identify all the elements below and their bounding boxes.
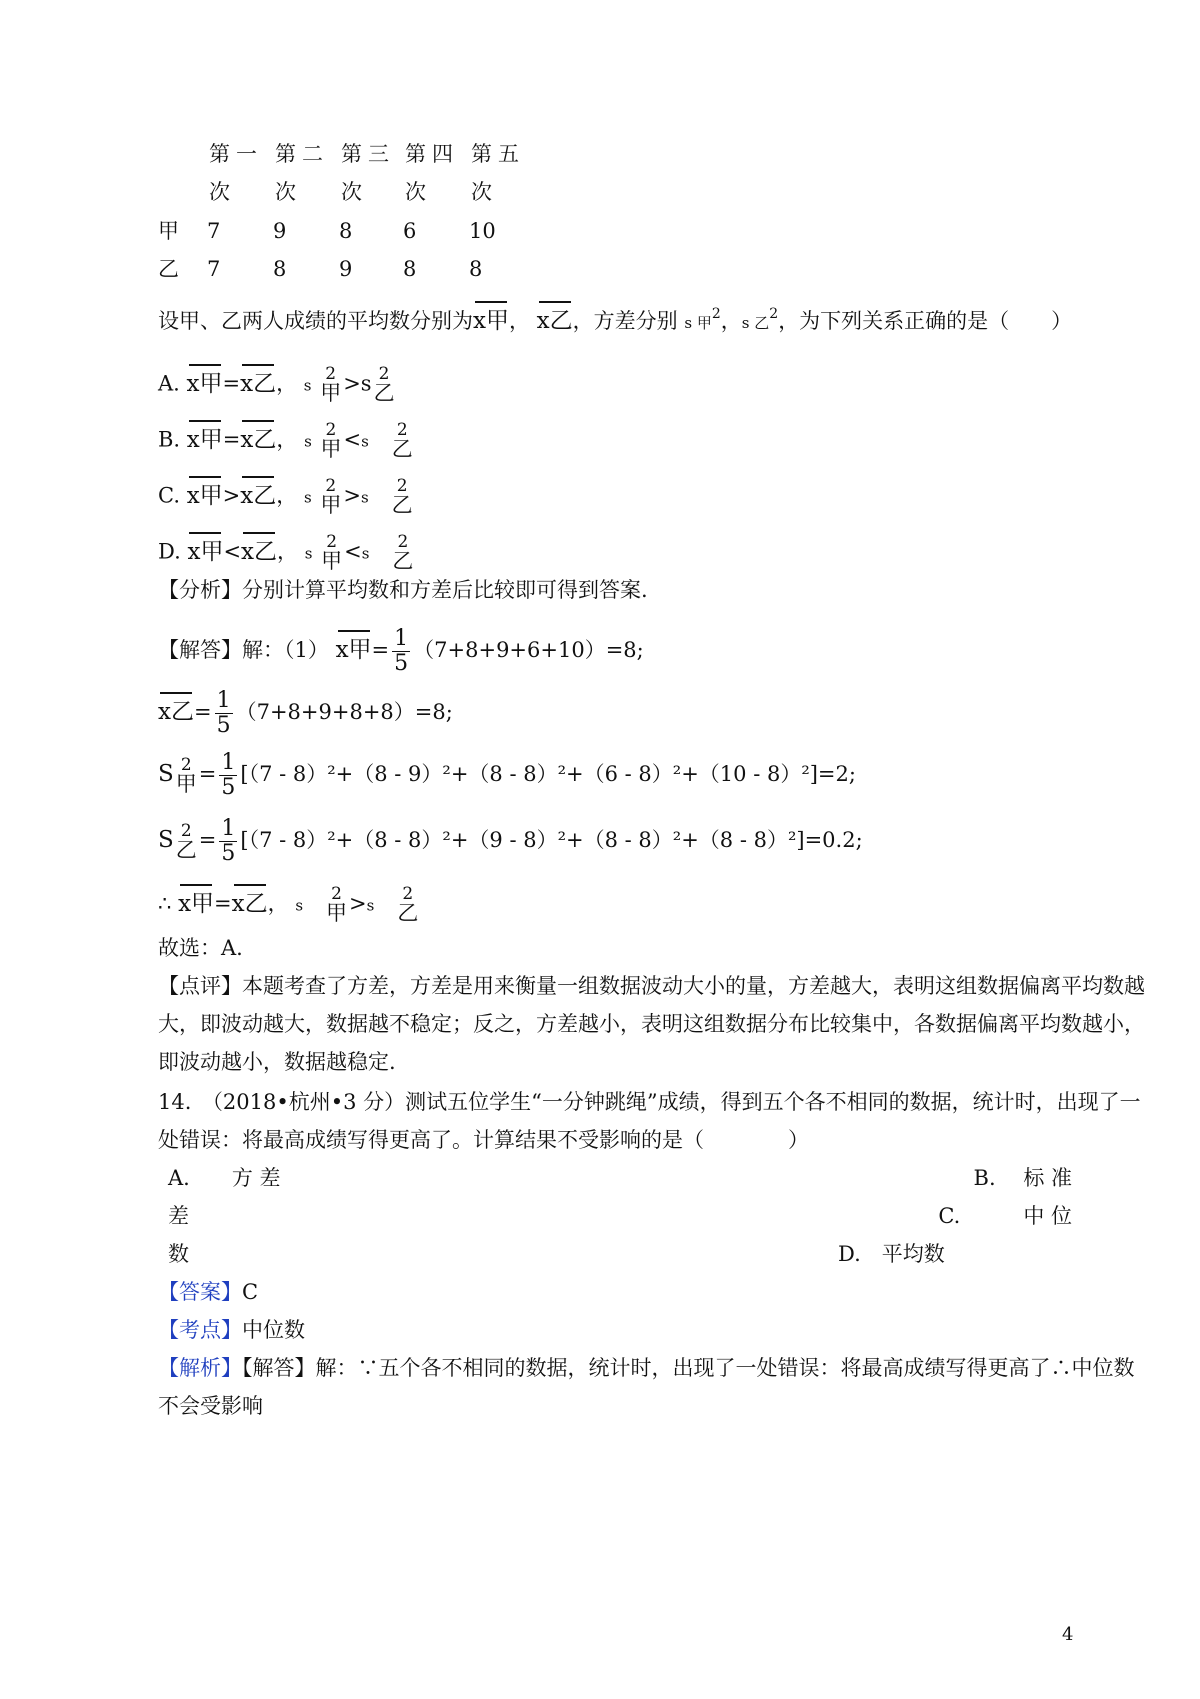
solution-var-yi: S 2 乙 = $\frac{1}{5}$ [（7 - 8）²+（8 - 8）²+（9 - 8）²+（8 - 8）²+（8 - 8）²]=0.2;	[158, 816, 863, 866]
mean-jia-symbol: x甲	[186, 370, 223, 397]
q14-stem: 处错误：将最高成绩写得更高了。计算结果不受影响的是（ ）	[158, 1128, 809, 1152]
row-label: 乙	[158, 257, 179, 281]
q14-point: 【考点】中位数	[158, 1318, 305, 1342]
mean-jia-symbol: x甲	[186, 482, 223, 509]
solution-conclusion: ∴ x甲=x乙， s 2 甲 >s 2 乙	[158, 884, 419, 925]
cell: 8	[339, 219, 353, 243]
cell: 9	[273, 219, 287, 243]
q14-answer: 【答案】C	[158, 1280, 259, 1304]
option-d: D. x甲<x乙， s 2 甲 <s 2 乙	[158, 532, 414, 573]
option-a: A. x甲=x乙， s 2 甲 >s 2 乙	[158, 364, 395, 405]
cell: 8	[469, 257, 483, 281]
cell: 8	[273, 257, 287, 281]
q14-option-c-cont: 数	[168, 1242, 189, 1266]
q14-option-d: D. 平均数	[838, 1242, 945, 1266]
q14-explain: 不会受影响	[158, 1394, 263, 1418]
cell: 9	[339, 257, 353, 281]
row-label: 甲	[158, 219, 179, 243]
var-jia-symbol: s 甲2	[684, 306, 721, 332]
header-cell: 次	[405, 180, 426, 204]
option-b: B. x甲=x乙， s 2 甲 <s 2 乙	[158, 420, 413, 461]
header-cell: 次	[341, 180, 362, 204]
mean-yi-symbol: x乙	[240, 370, 277, 397]
q14-option-b: B. 标 准	[973, 1166, 1072, 1190]
page-number: 4	[1062, 1624, 1074, 1645]
solution-mean-jia: 【解答】解：（1） x甲= $\frac{1}{5}$ （7+8+9+6+10）=8;	[158, 626, 644, 676]
q14-option-c: C. 中 位	[938, 1204, 1072, 1228]
header-cell: 第四	[405, 142, 459, 166]
cell: 10	[469, 219, 496, 243]
comment-line: 即波动越小，数据越稳定.	[158, 1050, 396, 1074]
header-cell: 第五	[471, 142, 525, 166]
option-c: C. x甲>x乙， s 2 甲 >s 2 乙	[158, 476, 413, 517]
mean-yi-symbol: x乙	[536, 308, 573, 334]
solution-choose: 故选：A.	[158, 936, 243, 960]
var-yi-symbol: s 乙2	[741, 306, 779, 332]
cell: 6	[403, 219, 417, 243]
comment-line: 大，即波动越大，数据越不稳定；反之，方差越小，表明这组数据分布比较集中，各数据偏离平均数越小，	[158, 1012, 1145, 1036]
mean-jia-symbol: x甲	[186, 426, 223, 453]
header-cell: 次	[209, 180, 230, 204]
q14-option-b-cont: 差	[168, 1204, 189, 1228]
solution-mean-yi: x乙= $\frac{1}{5}$ （7+8+9+8+8）=8;	[158, 688, 453, 738]
analysis: 【分析】分别计算平均数和方差后比较即可得到答案.	[158, 578, 648, 602]
q14-explain: 【解析】【解答】解：∵五个各不相同的数据，统计时，出现了一处错误：将最高成绩写得更高了∴中位数	[158, 1356, 1135, 1380]
header-cell: 第二	[275, 142, 329, 166]
header-cell: 次	[471, 180, 492, 204]
solution-var-jia: S 2 甲 = $\frac{1}{5}$ [（7 - 8）²+（8 - 9）²+（8 - 8）²+（6 - 8）²+（10 - 8）²]=2;	[158, 750, 856, 800]
mean-yi-symbol: x乙	[240, 482, 277, 509]
q14-stem: 14. （2018•杭州•3 分）测试五位学生“一分钟跳绳”成绩，得到五个各不相同的数据，统计时，出现了一	[158, 1090, 1141, 1114]
header-cell: 次	[275, 180, 296, 204]
header-cell: 第一	[209, 142, 263, 166]
mean-yi-symbol: x乙	[240, 426, 277, 453]
comment-line: 【点评】本题考查了方差，方差是用来衡量一组数据波动大小的量，方差越大，表明这组数据偏离平均数越	[158, 974, 1145, 998]
cell: 8	[403, 257, 417, 281]
cell: 7	[207, 219, 221, 243]
header-cell: 第三	[341, 142, 395, 166]
q14-option-a: A. 方 差	[168, 1166, 281, 1190]
mean-jia-symbol: x甲	[187, 538, 224, 565]
mean-jia-symbol: x甲	[473, 308, 509, 334]
question-stem: 设甲、乙两人成绩的平均数分别为x甲， x乙，方差分别 s 甲2，s 乙2，为下列关系正确的是（ ）	[158, 306, 1073, 334]
cell: 7	[207, 257, 221, 281]
mean-yi-symbol: x乙	[241, 538, 278, 565]
